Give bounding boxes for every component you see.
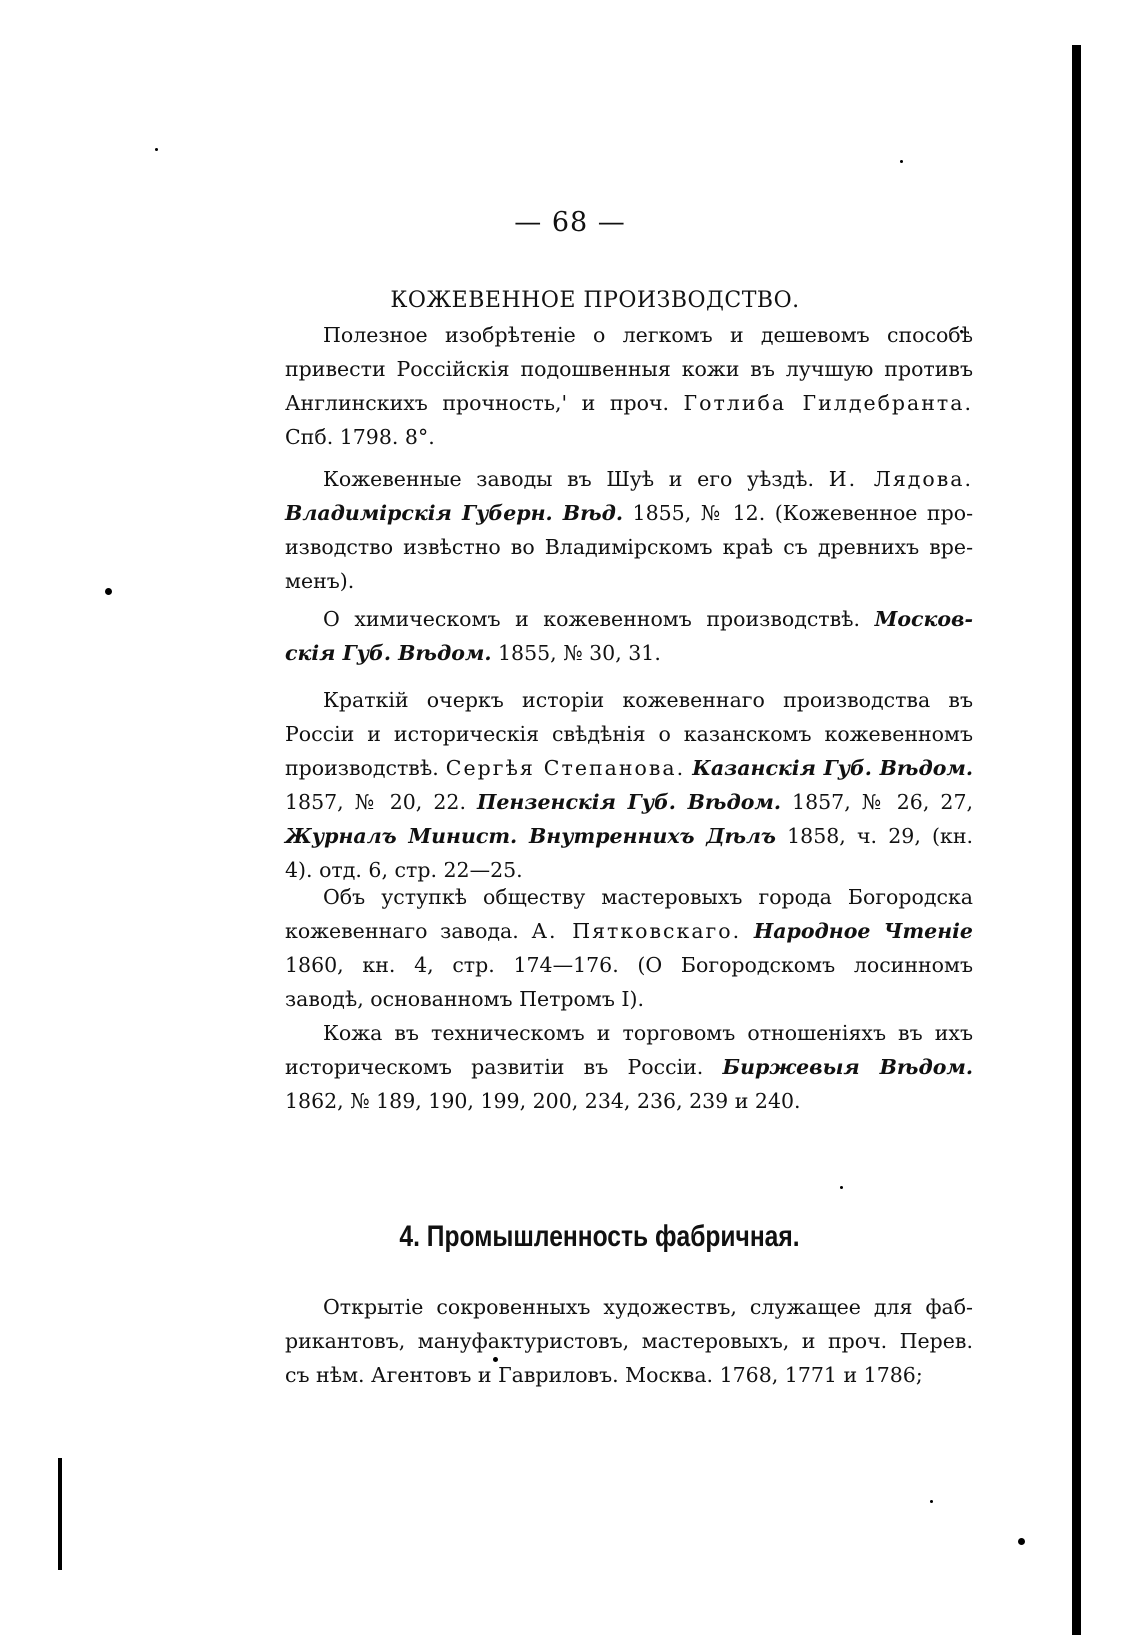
entry-line: менъ). xyxy=(285,569,355,593)
entry-line: Кожа въ техническомъ и торговомъ отношеніяхъ въ ихъ xyxy=(323,1021,973,1045)
entry-source: Казанскія Губ. Вѣдом. xyxy=(692,756,973,780)
bibliography-entry xyxy=(285,318,973,454)
entry-line: производствѣ. xyxy=(285,756,446,780)
entry-source: Владимірскія Губерн. Вѣд. xyxy=(285,501,624,525)
entry-source: Москов- xyxy=(874,607,973,631)
entry-line: отд. 6, стр. 22—25. xyxy=(319,858,523,882)
entry-line: Кожевенные заводы въ Шуѣ и его уѣздѣ. xyxy=(323,467,829,491)
entry-author: А. Пятковскаго. xyxy=(531,919,742,943)
entry-author: И. Лядова. xyxy=(828,467,973,491)
entry-line: 1860, кн. 4, стр. 174—176. (О Богородскомъ лосинномъ xyxy=(285,953,973,977)
entry-source: Биржевыя Вѣдом. xyxy=(722,1055,973,1079)
scan-speck xyxy=(930,1500,933,1503)
entry-line: кожевеннаго завода. xyxy=(285,919,532,943)
entry-line: Спб. 1798. 8°. xyxy=(285,425,435,449)
entry-source: Пензенскія Губ. Вѣдом. xyxy=(477,790,781,814)
entry-line: 1857, № 26, 27, xyxy=(781,790,974,814)
entry-line: № 189, 190, 199, 200, 234, 236, 239 и 240. xyxy=(350,1089,801,1113)
entry-line: О химическомъ и кожевенномъ производствѣ. xyxy=(323,607,875,631)
entry-line: Россіи и историческія свѣдѣнія о казанскомъ кожевенномъ xyxy=(285,722,973,746)
bibliography-entry xyxy=(285,462,973,598)
entry-source: Народное Чтеніе xyxy=(753,919,973,943)
entry-author: Сергѣя Степанова. xyxy=(445,756,686,780)
scan-speck xyxy=(155,148,158,151)
entry-author: Готлиба Гилдебранта. xyxy=(683,391,973,415)
entry-line: историческомъ развитіи въ Россіи. xyxy=(285,1055,723,1079)
entry-line: 1855, № 30, 31. xyxy=(491,641,661,665)
entry-line: заводѣ, основанномъ Петромъ I). xyxy=(285,987,645,1011)
entry-line: рикантовъ, мануфактуристовъ, мастеровыхъ, и проч. Перев. xyxy=(285,1329,973,1353)
entry-line: съ нѣм. Агентовъ и Гавриловъ. Москва. 1768, 1771 и 1786; xyxy=(285,1363,923,1387)
entry-line: 1855, № 12. (Кожевенное про- xyxy=(623,501,973,525)
bibliography-entry xyxy=(285,602,973,670)
scan-speck xyxy=(900,160,903,163)
scan-speck xyxy=(840,1186,843,1189)
chapter-title: 4. Промышленность фабричная. xyxy=(399,1220,800,1253)
bibliography-entry xyxy=(285,880,973,1016)
entry-source: скія Губ. Вѣдом. xyxy=(285,641,492,665)
scan-speck xyxy=(1018,1538,1025,1545)
entry-line: привести Россійскія подошвенныя кожи въ лучшую противъ xyxy=(285,357,973,381)
entry-line: Англинскихъ прочность,' и проч. xyxy=(285,391,684,415)
entry-line: 1857, № 20, 22. xyxy=(285,790,478,814)
page-edge-shadow-right xyxy=(1072,45,1081,1635)
entry-line: изводство извѣстно во Владимірскомъ краѣ съ древнихъ вре- xyxy=(285,535,973,559)
bibliography-entry xyxy=(285,1016,973,1118)
scan-speck xyxy=(105,588,112,595)
entry-source: Журналъ Минист. Внутреннихъ Дѣлъ xyxy=(285,824,776,848)
bibliography-entry xyxy=(285,683,973,887)
entry-line: Открытіе сокровенныхъ художествъ, служащее для фаб- xyxy=(323,1295,973,1319)
entry-line: 1862, xyxy=(285,1089,344,1113)
entry-line: Полезное изобрѣтеніе о легкомъ и дешевомъ способѣ xyxy=(323,323,973,347)
page-edge-shadow-left xyxy=(58,1458,62,1570)
section-title: КОЖЕВЕННОЕ ПРОИЗВОДСТВО. xyxy=(390,288,800,313)
entry-line: 1858, ч. 29, (кн. 4). xyxy=(285,824,973,882)
bibliography-entry xyxy=(285,1290,973,1392)
page-number: — 68 — xyxy=(514,207,626,238)
entry-line: Краткій очеркъ исторіи кожевеннаго производства въ xyxy=(323,688,973,712)
entry-line: Объ уступкѣ обществу мастеровыхъ города Богородска xyxy=(323,885,973,909)
